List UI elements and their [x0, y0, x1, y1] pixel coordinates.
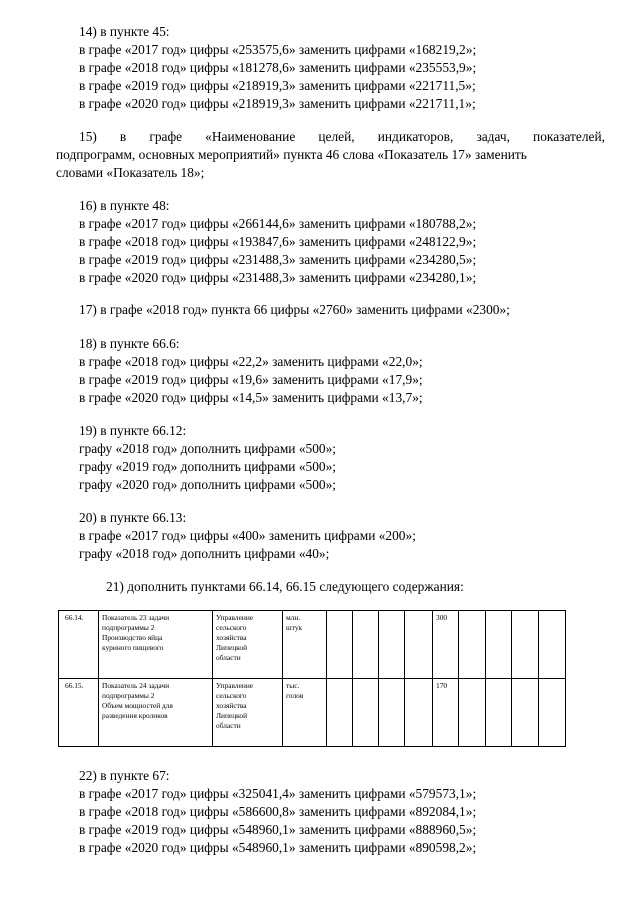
empty-cell: [539, 611, 566, 679]
unit: млн. штук: [283, 611, 327, 679]
empty-cell: [512, 679, 539, 747]
empty-cell: [353, 679, 379, 747]
item-22-line-1: в графе «2017 год» цифры «325041,4» заменить цифрами «579573,1»;: [79, 786, 477, 801]
empty-cell: [327, 611, 353, 679]
item-16-line-3: в графе «2019 год» цифры «231488,3» заменить цифрами «234280,5»;: [79, 252, 477, 267]
item-14-heading: 14) в пункте 45:: [79, 24, 170, 39]
empty-cell: [539, 679, 566, 747]
item-14-line-4: в графе «2020 год» цифры «218919,3» заменить цифрами «221711,1»;: [79, 96, 476, 111]
item-18-line-3: в графе «2020 год» цифры «14,5» заменить цифрами «13,7»;: [79, 390, 423, 405]
item-18-heading: 18) в пункте 66.6:: [79, 336, 180, 351]
item-22-line-2: в графе «2018 год» цифры «586600,8» заменить цифрами «892084,1»;: [79, 804, 477, 819]
item-19-heading: 19) в пункте 66.12:: [79, 423, 187, 438]
item-19-line-3: графу «2020 год» дополнить цифрами «500»;: [79, 477, 337, 492]
item-19-line-2: графу «2019 год» дополнить цифрами «500»;: [79, 459, 337, 474]
unit: тыс. голов: [283, 679, 327, 747]
item-18-line-2: в графе «2019 год» цифры «19,6» заменить цифрами «17,9»;: [79, 372, 423, 387]
item-21: 21) дополнить пунктами 66.14, 66.15 следующего содержания:: [106, 579, 464, 594]
item-14-line-2: в графе «2018 год» цифры «181278,6» заменить цифрами «235553,9»;: [79, 60, 477, 75]
empty-cell: [486, 679, 512, 747]
empty-cell: [327, 679, 353, 747]
item-16-line-4: в графе «2020 год» цифры «231488,3» заменить цифрами «234280,1»;: [79, 270, 477, 285]
item-15-line-3: словами «Показатель 18»;: [56, 165, 205, 180]
empty-cell: [512, 611, 539, 679]
item-15-line-1: 15) в графе «Наименование целей, индикаторов, задач, показателей,: [79, 129, 605, 144]
item-15-line-2: подпрограмм, основных мероприятий» пункта 46 слова «Показатель 17» заменить: [56, 147, 527, 162]
empty-cell: [405, 679, 433, 747]
amendment-table: [58, 610, 566, 747]
item-22-line-3: в графе «2019 год» цифры «548960,1» заменить цифрами «888960,5»;: [79, 822, 477, 837]
item-16-line-2: в графе «2018 год» цифры «193847,6» заменить цифрами «248122,9»;: [79, 234, 477, 249]
table-row: [59, 611, 566, 679]
item-22-line-4: в графе «2020 год» цифры «548960,1» заменить цифрами «890598,2»;: [79, 840, 477, 855]
responsible-org: Управление сельского хозяйства Липецкой области: [213, 611, 283, 679]
item-20-line-1: в графе «2017 год» цифры «400» заменить цифрами «200»;: [79, 528, 416, 543]
table-row: [59, 679, 566, 747]
item-16-line-1: в графе «2017 год» цифры «266144,6» заменить цифрами «180788,2»;: [79, 216, 477, 231]
item-16-heading: 16) в пункте 48:: [79, 198, 170, 213]
item-14-line-1: в графе «2017 год» цифры «253575,6» заменить цифрами «168219,2»;: [79, 42, 477, 57]
item-14-line-3: в графе «2019 год» цифры «218919,3» заменить цифрами «221711,5»;: [79, 78, 476, 93]
indicator-name: Показатель 23 задачи подпрограммы 2 Производство яйца куриного пищевого: [99, 611, 213, 679]
item-20-heading: 20) в пункте 66.13:: [79, 510, 187, 525]
row-number: 66.15.: [59, 679, 99, 747]
item-17: 17) в графе «2018 год» пункта 66 цифры «2760» заменить цифрами «2300»;: [79, 302, 510, 317]
empty-cell: [459, 679, 486, 747]
item-18-line-1: в графе «2018 год» цифры «22,2» заменить цифрами «22,0»;: [79, 354, 423, 369]
row-number: 66.14.: [59, 611, 99, 679]
item-20-line-2: графу «2018 год» дополнить цифрами «40»;: [79, 546, 330, 561]
indicator-name: Показатель 24 задачи подпрограммы 2 Объем мощностей для разведения кроликов: [99, 679, 213, 747]
empty-cell: [379, 679, 405, 747]
empty-cell: [379, 611, 405, 679]
year-value: 170: [433, 679, 459, 747]
empty-cell: [405, 611, 433, 679]
responsible-org: Управление сельского хозяйства Липецкой области: [213, 679, 283, 747]
item-22-heading: 22) в пункте 67:: [79, 768, 170, 783]
empty-cell: [459, 611, 486, 679]
empty-cell: [486, 611, 512, 679]
year-value: 300: [433, 611, 459, 679]
empty-cell: [353, 611, 379, 679]
item-19-line-1: графу «2018 год» дополнить цифрами «500»;: [79, 441, 337, 456]
item-15-paragraph: [56, 128, 605, 182]
